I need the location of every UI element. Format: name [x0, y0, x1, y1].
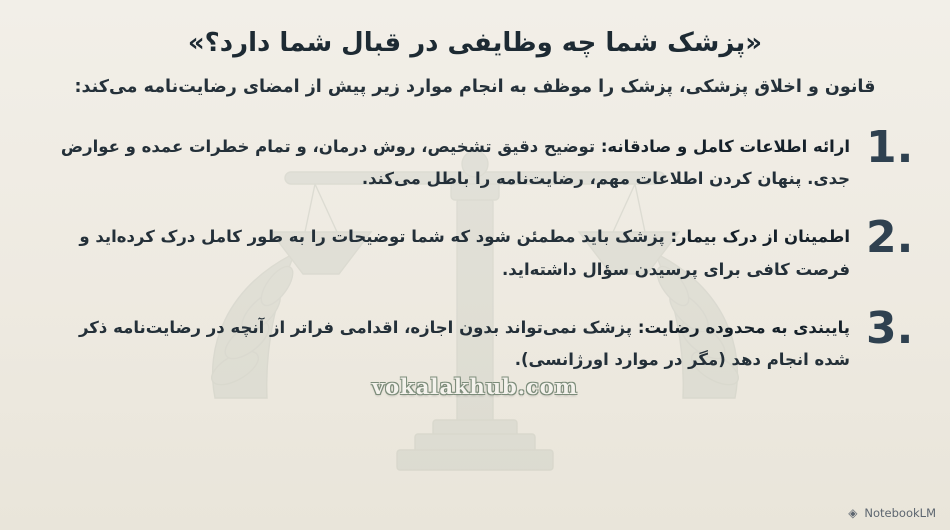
- list-item-text: [40, 217, 850, 285]
- list-item: [40, 212, 914, 285]
- page-title: «پزشک شما چه وظایفی در قبال شما دارد؟»: [187, 28, 763, 58]
- footer-brand: [846, 506, 936, 520]
- notebooklm-icon: ◈: [848, 505, 858, 520]
- list-item-lead: پایبندی به محدوده رضایت:: [637, 317, 850, 337]
- duties-list: [40, 122, 914, 376]
- list-item-lead: ارائه اطلاعات کامل و صادقانه:: [600, 137, 850, 157]
- list-item-text: [40, 308, 850, 376]
- list-item-rest: پزشک نمی‌تواند بدون اجازه، اقدامی فراتر از آنچه در رضایت‌نامه ذکر شده انجام دهد (مگر در موارد اورژانسی).: [79, 317, 850, 369]
- list-item-number: 3.: [866, 302, 914, 354]
- list-item: [40, 302, 914, 376]
- list-item-text: [40, 127, 850, 195]
- list-item: [40, 122, 914, 195]
- list-item-lead: اطمینان از درک بیمار:: [670, 227, 850, 247]
- list-item-rest: پزشک باید مطمئن شود که شما توضیحات را به طور کامل درک کرده‌اید و فرصت کافی برای پرسیدن سؤال داشته‌اید.: [79, 227, 850, 279]
- page-subtitle: قانون و اخلاق پزشکی، پزشک را موظف به انجام موارد زیر پیش از امضای رضایت‌نامه می‌کند:: [74, 77, 876, 98]
- list-item-number: 1.: [866, 122, 914, 174]
- document-header: [0, 0, 950, 101]
- footer-brand-label: NotebookLM: [864, 506, 936, 520]
- site-watermark: vokalakhub.com: [371, 374, 579, 399]
- list-item-rest: توضیح دقیق تشخیص، روش درمان، و تمام خطرات عمده و عوارض جدی. پنهان کردن اطلاعات مهم، رضایت‌نامه را باطل می‌کند.: [60, 137, 850, 189]
- list-item-number: 2.: [866, 212, 914, 264]
